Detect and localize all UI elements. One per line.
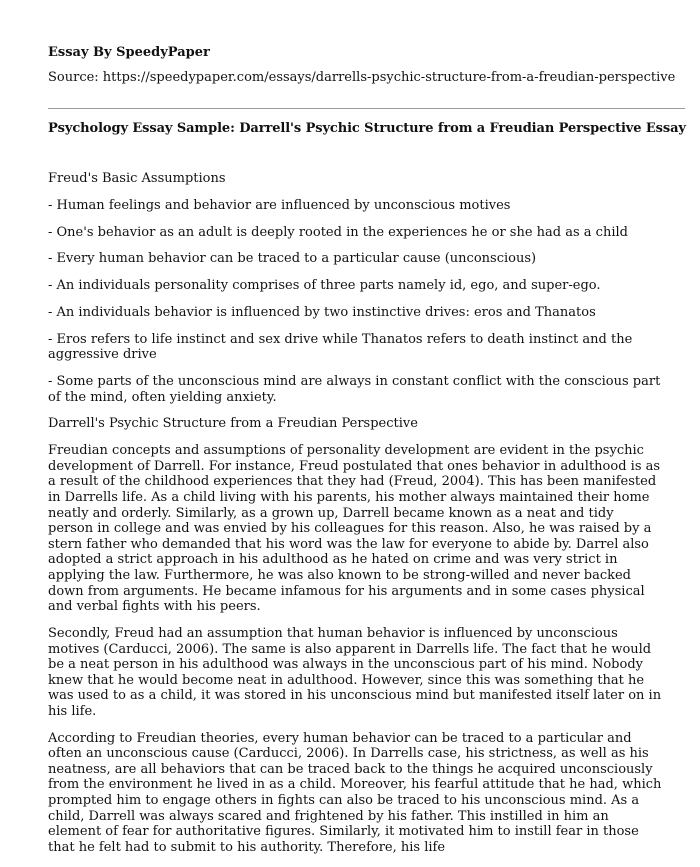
section-heading: Darrell's Psychic Structure from a Freudian Perspective xyxy=(48,416,418,432)
list-item: - An individuals behavior is influenced by two instinctive drives: eros and Thanatos xyxy=(48,304,596,320)
list-item: - Human feelings and behavior are influenced by unconscious motives xyxy=(48,197,511,213)
body-paragraph: Freudian concepts and assumptions of personality development are evident in the psychic development of Darrell. For instance, Freud postulated that ones behavior in adulthood is as a result of the childhood experiences that they had (Freud, 2004). This has been manifested in Darrells life. As a child living with his parents, his mother always maintained their home neatly and orderly. Similarly, as a grown up, Darrell became known as a neat and tidy person in college and was envied by his colleagues for this reason. Also, he was raised by a stern father who demanded that his word was the law for everyone to abide by. Darrel also adopted a strict approach in his adulthood as he hated on crime and was very strict in applying the law. Furthermore, he was also known to be strong-willed and never backed down from arguments. He became infamous for his arguments and in some cases physical and verbal fights with his peers. xyxy=(48,443,661,615)
list-item: - Some parts of the unconscious mind are always in constant conflict with the conscious part of the mind, often yielding anxiety. xyxy=(48,374,661,405)
body-paragraph: According to Freudian theories, every human behavior can be traced to a particular and often an unconscious cause (Carducci, 2006). In Darrells case, his strictness, as well as his neatness, are all behaviors that can be traced back to the things he acquired unconsciously from the environment he lived in as a child. Moreover, his fearful attitude that he had, which prompted him to engage others in fights can also be traced to his unconscious mind. As a child, Darrell was always scared and frightened by his father. This instilled in him an element of fear for authoritative figures. Similarly, it motivated him to instill fear in those that he felt had to submit to his authority. Therefore, his life xyxy=(48,730,662,855)
list-item: - Every human behavior can be traced to a particular cause (unconscious) xyxy=(48,251,537,267)
document-source-line: Source: https://speedypaper.com/essays/darrells-psychic-structure-from-a-freudian-perspective xyxy=(48,70,676,85)
list-item: - An individuals personality comprises of three parts namely id, ego, and super-ego. xyxy=(48,278,601,294)
header-divider xyxy=(48,108,685,109)
list-item: - One's behavior as an adult is deeply rooted in the experiences he or she had as a child xyxy=(48,224,628,240)
essay-title: Psychology Essay Sample: Darrell's Psychic Structure from a Freudian Perspective Essay xyxy=(48,121,686,136)
section-heading: Freud's Basic Assumptions xyxy=(48,171,226,186)
document-header-title: Essay By SpeedyPaper xyxy=(48,45,210,60)
essay-body xyxy=(48,171,662,867)
list-item: - Eros refers to life instinct and sex drive while Thanatos refers to death instinct and the aggressive drive xyxy=(48,331,633,363)
body-paragraph: Secondly, Freud had an assumption that human behavior is influenced by unconscious motives (Carducci, 2006). The same is also apparent in Darrells life. The fact that he would be a neat person in his adulthood was always in the unconscious part of his mind. Nobody knew that he would become neat in adulthood. However, since this was something that he was used to as a child, it was stored in his unconscious mind but manifested itself later on in his life. xyxy=(48,625,662,719)
